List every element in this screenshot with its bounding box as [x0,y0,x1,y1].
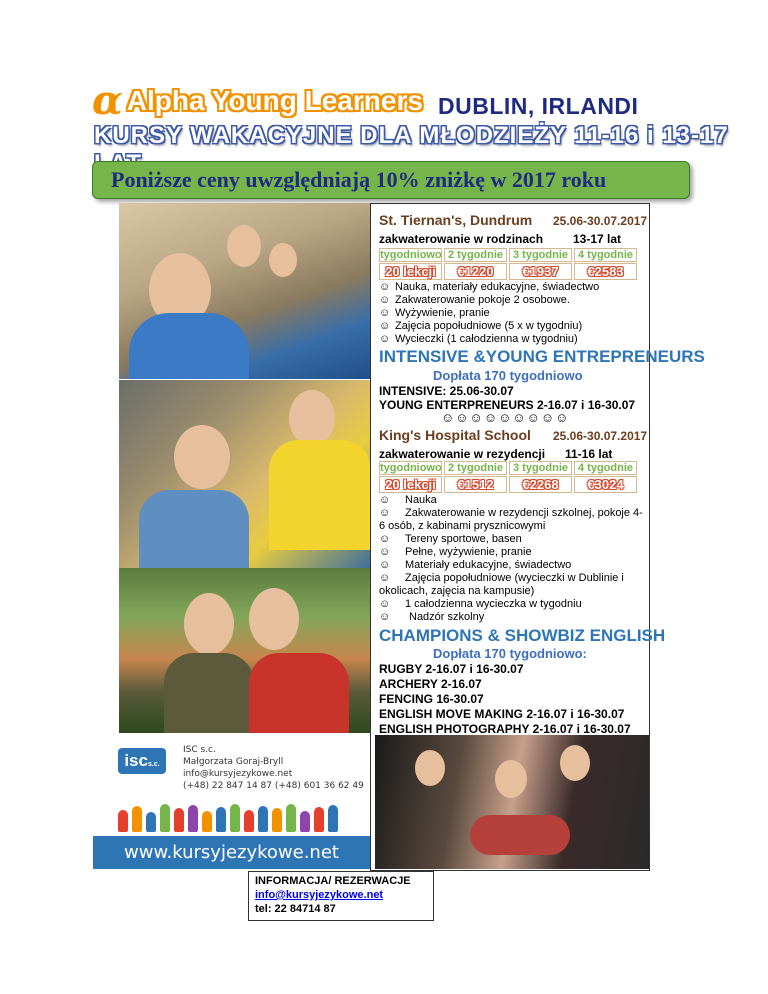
smiley-icon: ☺ [379,307,391,319]
program-dates: ENGLISH MOVE MAKING 2-16.07 i 16-30.07 [379,707,625,721]
discount-banner-text: Poniższe ceny uwzględniają 10% zniżkę w 2017 roku [111,167,607,192]
fee-header: 3 tygodnie [509,461,572,475]
contact-person: Małgorzata Goraj-Bryll [183,757,284,767]
email-link[interactable]: info@kursyjezykowe.net [255,889,384,901]
list-item: ☺ Materiały edukacyjne, świadectwo [379,559,572,571]
contact-phones: (+48) 22 847 14 87 (+48) 601 36 62 49 [183,781,364,791]
list-item: ☺ Zakwaterowanie pokoje 2 osobowe. [379,294,570,306]
fee-header-row [379,461,639,475]
smiley-row: ☺☺☺☺☺☺☺☺☺ [441,410,570,425]
list-item: ☺ Zajęcia popołudniowe (5 x w tygodniu) [379,320,583,332]
program-dates: ARCHERY 2-16.07 [379,677,482,691]
price-cell: €2268 [522,477,559,492]
brand-name: Alpha Young Learners [126,85,423,116]
smiley-icon: ☺ [379,507,391,519]
program-dates: ENGLISH PHOTOGRAPHY 2-16.07 i 16-30.07 [379,722,631,736]
isc-contact-card [93,738,370,869]
smiley-icon: ☺ [379,320,391,332]
isc-logo: iscs.c. [118,748,166,774]
list-item: ☺ Pełne, wyżywienie, pranie [379,546,532,558]
course-dates: 25.06-30.07.2017 [553,214,648,228]
school-name: St. Tiernan's, Dundrum [379,212,533,228]
smiley-icon: ☺ [379,281,391,293]
list-item: ☺ 1 całodzienna wycieczka w tygodniu [379,598,582,610]
smiley-icon: ☺ [379,598,391,610]
section-heading: INTENSIVE &YOUNG ENTREPRENEURS [379,347,705,366]
students-classroom-photo [119,203,371,379]
contact-email: info@kursyjezykowe.net [183,769,293,779]
smiley-icon: ☺ [379,533,391,545]
alpha-symbol: α [92,77,123,124]
list-item: ☺ Zakwaterowanie w rezydencji szkolnej, pokoje 4-6 osób, z kabinami prysznicowymi [379,507,643,532]
price-cell: €1512 [457,477,494,492]
fee-header: 4 tygodnie [574,461,637,475]
price-row [379,476,639,493]
fee-header: 4 tygodnie [574,248,637,262]
age-range: 11-16 lat [565,447,613,461]
company-name: ISC s.c. [183,745,216,755]
two-girls-photo [119,568,371,733]
price-cell: 20 lekcji [385,477,436,492]
courses-subtitle: KURSY WAKACYJNE DLA MŁODZIEŻY 11-16 i 13-17 [94,122,729,149]
website-banner: www.kursyjezykowe.net [93,836,370,869]
price-cell: €2583 [587,264,624,279]
smiley-icon: ☺ [379,572,391,584]
program-dates: RUGBY 2-16.07 i 16-30.07 [379,662,524,676]
program-dates: FENCING 16-30.07 [379,692,484,706]
list-item: ☺ Wyżywienie, pranie [379,307,490,319]
price-cell: 20 lekcji [385,264,436,279]
section-heading: CHAMPIONS & SHOWBIZ ENGLISH [379,626,666,645]
surcharge-note: Dopłata 170 tygodniowo [433,368,583,383]
list-item: ☺ Wycieczki (1 całodzienna w tygodniu) [379,333,578,345]
fee-header: tygodniowo [380,462,442,474]
course-dates: 25.06-30.07.2017 [553,429,648,443]
smiley-icon: ☺ [379,611,391,623]
price-row [379,263,639,280]
accommodation-label: zakwaterowanie w rezydencji [379,447,546,461]
info-box [248,871,434,921]
city-title: DUBLIN, IRLANDI [438,93,639,119]
list-item: ☺ Zajęcia popołudniowe (wycieczki w Dublinie i okolicach, zajęcia na kampusie) [379,572,624,597]
list-item: ☺ Tereny sportowe, basen [379,533,522,545]
brand-logo [92,77,423,124]
fee-header-row [379,248,639,262]
isc-details [183,744,364,792]
program-dates: YOUNG ENTERPRENEURS 2-16.07 i 16-30.07 [379,398,636,412]
smiley-icon: ☺ [379,546,391,558]
surcharge-note: Dopłata 170 tygodniowo: [433,646,587,661]
school-name: King's Hospital School [379,427,531,443]
smiley-icon: ☺ [379,494,391,506]
list-item: ☺ Nauka [379,494,437,506]
info-title: INFORMACJA/ REZERWACJE [255,875,411,887]
fee-header: 3 tygodnie [509,248,572,262]
boys-studying-photo [119,380,371,568]
accommodation-label: zakwaterowanie w rodzinach [379,232,544,246]
program-dates: INTENSIVE: 25.06-30.07 [379,384,514,398]
price-cell: €1220 [457,264,494,279]
smiley-icon: ☺ [379,559,391,571]
phone-number: tel: 22 84714 87 [255,903,336,915]
list-item: ☺ Nadzór szkolny [379,611,485,623]
fee-header: 2 tygodnie [444,461,507,475]
discount-banner [92,161,690,199]
people-illustration [118,802,343,832]
smiley-icon: ☺ [379,333,391,345]
age-range: 13-17 lat [573,232,622,246]
fee-header: 2 tygodnie [444,248,507,262]
smiley-icon: ☺ [379,294,391,306]
price-cell: €3024 [587,477,624,492]
price-cell: €1937 [522,264,559,279]
list-item: ☺ Nauka, materiały edukacyjne, świadectwo [379,281,600,293]
fee-header: tygodniowo [380,249,442,261]
